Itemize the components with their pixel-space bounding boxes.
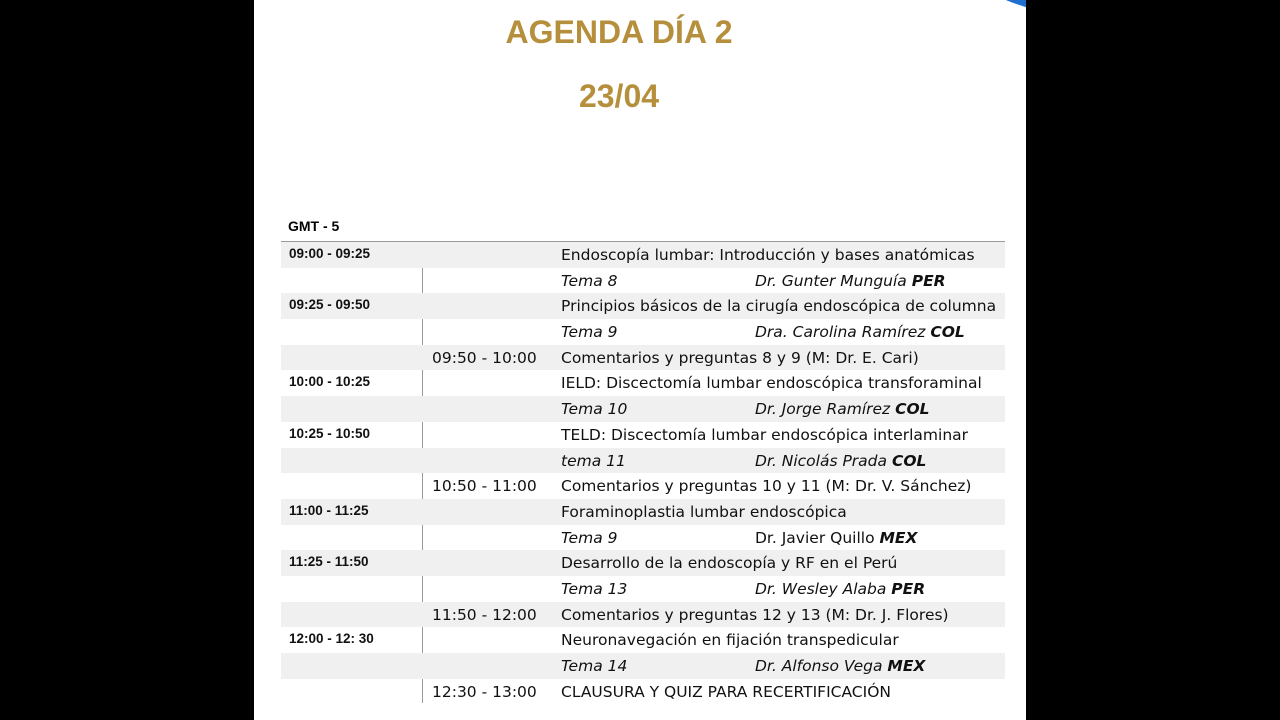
session-text: Comentarios y preguntas 12 y 13 (M: Dr. J. Flores) xyxy=(561,605,949,624)
speaker-name: Dr. Jorge Ramírez xyxy=(755,400,896,419)
session-text: Comentarios y preguntas 10 y 11 (M: Dr. V. Sánchez) xyxy=(561,477,972,496)
agenda-row xyxy=(281,525,1005,551)
speaker-name: Dr. Nicolás Prada xyxy=(755,451,892,470)
session-text: Tema 8 xyxy=(561,271,618,290)
speaker xyxy=(755,400,930,418)
speaker-name: Dr. Gunter Munguía xyxy=(755,271,912,290)
agenda-row xyxy=(281,345,1005,371)
agenda-row xyxy=(281,241,1005,268)
speaker xyxy=(755,452,926,470)
sub-time-slot: 12:30 - 13:00 xyxy=(432,682,537,701)
session-text: Tema 10 xyxy=(561,400,628,419)
speaker-name: Dra. Carolina Ramírez xyxy=(755,323,931,342)
agenda-row xyxy=(281,448,1005,474)
session-text: Tema 9 xyxy=(561,323,618,342)
session-text: Tema 13 xyxy=(561,579,628,598)
speaker-name: Dr. Javier Quillo xyxy=(755,528,880,547)
speaker xyxy=(755,657,925,675)
session-text: Neuronavegación en fijación transpedicular xyxy=(561,631,899,650)
speaker xyxy=(755,529,917,547)
speaker-country: PER xyxy=(911,271,946,290)
agenda-row xyxy=(281,293,1005,319)
speaker-country: COL xyxy=(891,451,927,470)
session-text: Tema 9 xyxy=(561,528,618,547)
speaker-country: COL xyxy=(895,400,930,419)
agenda-row xyxy=(281,550,1005,576)
session-text: Principios básicos de la cirugía endoscópica de columna xyxy=(561,297,997,316)
speaker-name: Dr. Alfonso Vega xyxy=(755,657,888,675)
speaker xyxy=(755,580,925,598)
agenda-row xyxy=(281,319,1005,345)
speaker-country: COL xyxy=(930,323,965,342)
agenda-title: AGENDA DÍA 2 xyxy=(505,14,733,50)
session-text: IELD: Discectomía lumbar endoscópica transforaminal xyxy=(561,374,982,393)
session-text: Comentarios y preguntas 8 y 9 (M: Dr. E. Cari) xyxy=(561,348,919,367)
session-text: Endoscopía lumbar: Introducción y bases anatómicas xyxy=(561,246,975,264)
agenda-table xyxy=(281,241,1005,704)
agenda-row xyxy=(281,422,1005,448)
agenda-row xyxy=(281,576,1005,602)
agenda-row xyxy=(281,627,1005,653)
agenda-row xyxy=(281,653,1005,679)
agenda-row xyxy=(281,602,1005,628)
session-text: CLAUSURA Y QUIZ PARA RECERTIFICACIÓN xyxy=(561,682,891,701)
session-text: Tema 14 xyxy=(561,657,628,675)
time-slot: 12:00 - 12: 30 xyxy=(289,631,374,647)
agenda-date: 23/04 xyxy=(578,78,660,114)
session-text: Foraminoplastia lumbar endoscópica xyxy=(561,502,847,521)
time-slot: 11:00 - 11:25 xyxy=(289,502,369,518)
speaker-country: MEX xyxy=(879,528,918,547)
speaker xyxy=(755,323,965,341)
agenda-row xyxy=(281,268,1005,294)
speaker-country: PER xyxy=(891,579,926,598)
agenda-row xyxy=(281,499,1005,525)
timezone-label: GMT - 5 xyxy=(288,218,340,234)
time-slot: 11:25 - 11:50 xyxy=(289,554,369,570)
time-slot: 10:25 - 10:50 xyxy=(289,425,371,441)
speaker-name: Dr. Wesley Alaba xyxy=(755,579,892,598)
agenda-rows xyxy=(281,241,1005,704)
agenda-row xyxy=(281,473,1005,499)
agenda-row xyxy=(281,679,1005,705)
speaker xyxy=(755,272,946,290)
agenda-row xyxy=(281,396,1005,422)
session-text: Desarrollo de la endoscopía y RF en el Perú xyxy=(561,554,898,573)
time-slot: 10:00 - 10:25 xyxy=(289,374,371,390)
sub-time-slot: 10:50 - 11:00 xyxy=(432,477,537,496)
session-text: tema 11 xyxy=(561,451,626,470)
session-text: TELD: Discectomía lumbar endoscópica interlaminar xyxy=(561,425,969,444)
sub-time-slot: 11:50 - 12:00 xyxy=(432,605,537,624)
agenda-row xyxy=(281,370,1005,396)
sub-time-slot: 09:50 - 10:00 xyxy=(432,348,537,367)
speaker-country: MEX xyxy=(887,657,926,675)
agenda-page xyxy=(254,0,1026,720)
time-slot: 09:00 - 09:25 xyxy=(289,246,371,261)
time-slot: 09:25 - 09:50 xyxy=(289,297,371,313)
